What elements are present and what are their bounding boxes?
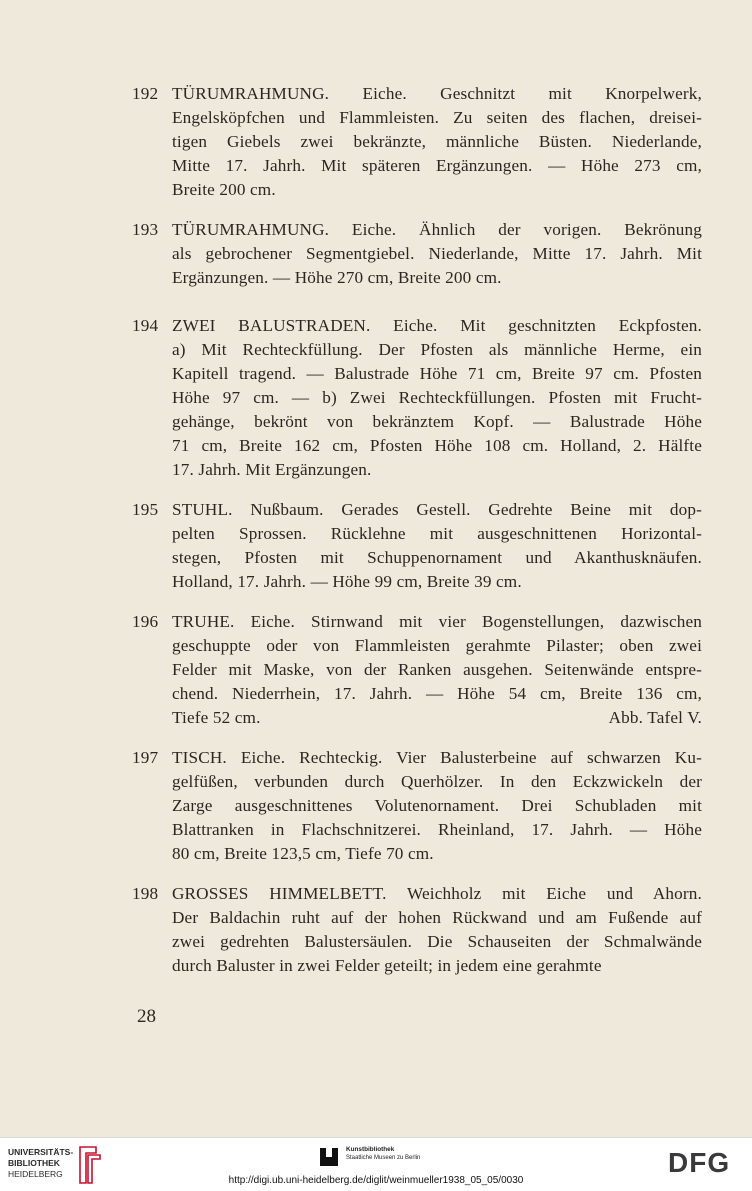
entry-text-line: TISCH. Eiche. Rechteckig. Vier Balusterbeine auf schwarzen Ku-	[172, 748, 702, 767]
entry-text-line: 71 cm, Breite 162 cm, Pfosten Höhe 108 cm. Holland, 2. Hälfte	[172, 436, 702, 455]
entry-text-line: zwei gedrehten Balustersäulen. Die Schauseiten der Schmalwände	[172, 932, 702, 951]
entry-text-line: geschuppte oder von Flammleisten gerahmte Pilaster; oben zwei	[172, 636, 702, 655]
entry-number: 197	[132, 748, 159, 767]
entry-number: 193	[132, 220, 159, 239]
entry-number: 194	[132, 316, 159, 335]
entry-text-line: stegen, Pfosten mit Schuppenornament und Akanthusknäufen.	[172, 548, 702, 567]
kunstbibliothek-logo-icon[interactable]	[318, 1146, 340, 1168]
entry-text-line: ZWEI BALUSTRADEN. Eiche. Mit geschnitzten Eckpfosten.	[172, 316, 702, 335]
entry-text-line: gelfüßen, verbunden durch Querhölzer. In den Eckzwickeln der	[172, 772, 702, 791]
entry-text-line: Holland, 17. Jahrh. — Höhe 99 cm, Breite 39 cm.	[172, 572, 522, 591]
entry-text-line: a) Mit Rechteckfüllung. Der Pfosten als männliche Herme, ein	[172, 340, 702, 359]
plate-reference: Abb. Tafel V.	[608, 708, 702, 727]
entry-text-line: chend. Niederrhein, 17. Jahrh. — Höhe 54 cm, Breite 136 cm,	[172, 684, 702, 703]
catalog-entry	[132, 882, 702, 978]
entry-text-line: STUHL. Nußbaum. Gerades Gestell. Gedrehte Beine mit dop-	[172, 500, 702, 519]
entry-text-line: Der Baldachin ruht auf der hohen Rückwand und am Fußende auf	[172, 908, 702, 927]
entry-text-line: als gebrochener Segmentgiebel. Niederlande, Mitte 17. Jahrh. Mit	[172, 244, 702, 263]
ub-line-2: BIBLIOTHEK	[8, 1158, 60, 1168]
entry-text-line: 17. Jahrh. Mit Ergänzungen.	[172, 460, 372, 479]
entry-text-line: Mitte 17. Jahrh. Mit späteren Ergänzungen. — Höhe 273 cm,	[172, 156, 702, 175]
entry-number: 192	[132, 84, 159, 103]
ub-line-1: UNIVERSITÄTS-	[8, 1147, 74, 1157]
entry-text-line: pelten Sprossen. Rücklehne mit ausgeschnittenen Horizontal-	[172, 524, 702, 543]
entry-text-line: Blattranken in Flachschnitzerei. Rheinland, 17. Jahrh. — Höhe	[172, 820, 702, 839]
kb-line-1: Kunstbibliothek	[346, 1146, 395, 1153]
ub-line-3: HEIDELBERG	[8, 1169, 63, 1179]
entry-text-line: gehänge, bekrönt von bekränztem Kopf. — Balustrade Höhe	[172, 412, 702, 431]
entry-text-line: TRUHE. Eiche. Stirnwand mit vier Bogenstellungen, dazwischen	[172, 612, 702, 631]
entry-text-line: 80 cm, Breite 123,5 cm, Tiefe 70 cm.	[172, 844, 434, 863]
entry-number: 198	[132, 884, 159, 903]
entry-text-line: Felder mit Maske, von der Ranken ausgehen. Seitenwände entspre-	[172, 660, 702, 679]
entry-text-line: Kapitell tragend. — Balustrade Höhe 71 cm, Breite 97 cm. Pfosten	[172, 364, 702, 383]
entry-text-line: GROSSES HIMMELBETT. Weichholz mit Eiche und Ahorn.	[172, 884, 702, 903]
catalog-entry	[132, 610, 702, 730]
entry-number: 196	[132, 612, 159, 631]
catalog-entry	[132, 314, 702, 482]
entry-text-line: Ergänzungen. — Höhe 270 cm, Breite 200 cm.	[172, 268, 502, 287]
entry-text-line: Engelsköpfchen und Flammleisten. Zu seiten des flachen, dreisei-	[172, 108, 702, 127]
entry-text-line: TÜRUMRAHMUNG. Eiche. Ähnlich der vorigen. Bekrönung	[172, 220, 702, 239]
entry-text-line: Zarge ausgeschnittenes Volutenornament. Drei Schubladen mit	[172, 796, 702, 815]
kb-line-2: Staatliche Museen zu Berlin	[346, 1155, 421, 1161]
catalog-entry	[132, 746, 702, 866]
entry-final-line	[172, 706, 702, 730]
source-url[interactable]: http://digi.ub.uni-heidelberg.de/diglit/weinmueller1938_05_05/0030	[228, 1175, 524, 1186]
catalog-entry	[132, 218, 702, 290]
entry-text-line: TÜRUMRAHMUNG. Eiche. Geschnitzt mit Knorpelwerk,	[172, 84, 702, 103]
entry-number: 195	[132, 500, 159, 519]
entry-text-line: tigen Giebels zwei bekränzte, männliche Büsten. Niederlande,	[172, 132, 702, 151]
kunstbibliothek-wordmark[interactable]	[346, 1146, 420, 1162]
catalog-entry	[132, 498, 702, 594]
entry-text-line: durch Baluster in zwei Felder geteilt; in jedem eine gerahmte	[172, 956, 602, 975]
dfg-logo[interactable]: DFG	[668, 1147, 731, 1178]
page-number: 28	[137, 1006, 156, 1027]
entry-text-line: Breite 200 cm.	[172, 180, 276, 199]
catalog-entry	[132, 82, 702, 202]
entry-text-line: Höhe 97 cm. — b) Zwei Rechteckfüllungen. Pfosten mit Frucht-	[172, 388, 702, 407]
entry-text-line: Tiefe 52 cm.	[172, 708, 261, 727]
